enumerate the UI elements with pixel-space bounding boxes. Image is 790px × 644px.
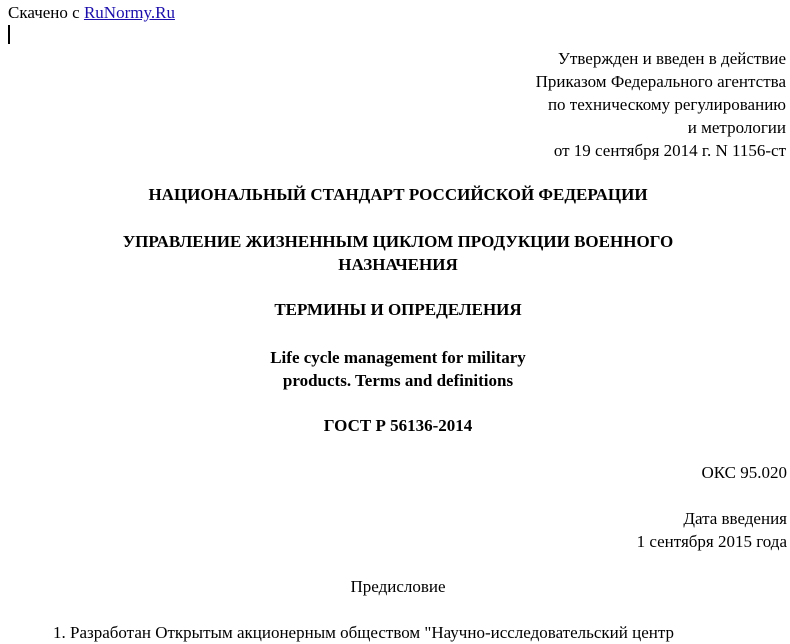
document-title-line-2: НАЗНАЧЕНИЯ (338, 255, 458, 274)
download-prefix: Скачено с (8, 3, 80, 22)
approval-line-1: Утвержден и введен в действие (557, 49, 786, 68)
approval-line-3: по техническому регулированию (547, 95, 786, 114)
runormy-link[interactable]: RuNormy.Ru (83, 3, 175, 22)
text-cursor (8, 25, 10, 44)
approval-block (386, 47, 786, 162)
terms-subtitle: ТЕРМИНЫ И ОПРЕДЕЛЕНИЯ (274, 300, 522, 319)
approval-line-2: Приказом Федерального агентства (535, 72, 786, 91)
document-title-line-1: УПРАВЛЕНИЕ ЖИЗНЕННЫМ ЦИКЛОМ ПРОДУКЦИИ ВОЕННОГО (122, 232, 674, 251)
preface-heading: Предисловие (350, 577, 446, 596)
document-title (0, 230, 790, 276)
introduction-date-label: Дата введения (683, 509, 787, 528)
english-title-line-1: Life cycle management for military (270, 348, 526, 367)
english-title (0, 346, 790, 392)
approval-line-4: и метрологии (687, 118, 786, 137)
english-title-line-2: products. Terms and definitions (282, 371, 514, 390)
introduction-date-value: 1 сентября 2015 года (636, 532, 787, 551)
oks-code: ОКС 95.020 (701, 463, 787, 482)
gost-number: ГОСТ Р 56136-2014 (323, 416, 473, 435)
introduction-date-block (637, 507, 787, 553)
national-standard-title: НАЦИОНАЛЬНЫЙ СТАНДАРТ РОССИЙСКОЙ ФЕДЕРАЦИИ (148, 185, 648, 204)
approval-line-5: от 19 сентября 2014 г. N 1156-ст (553, 141, 786, 160)
download-source-line (8, 3, 175, 23)
preface-item-1: 1. Разработан Открытым акционерным обществом "Научно-исследовательский центр (53, 623, 675, 642)
